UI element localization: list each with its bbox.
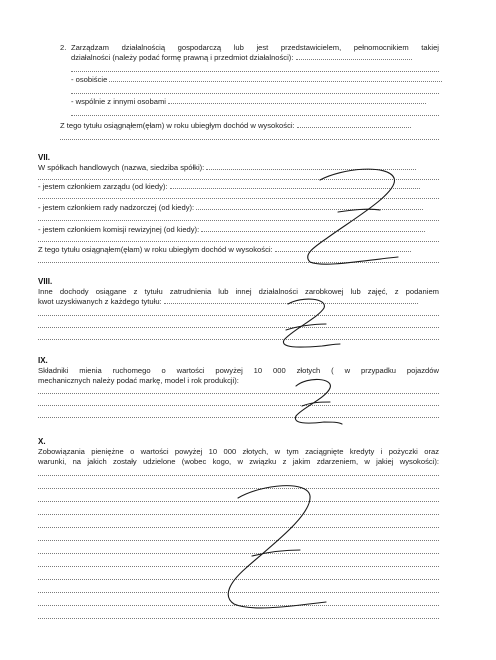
dotted-fill-line: [168, 97, 426, 104]
dotted-fill-line: [296, 53, 412, 60]
handwritten-strike-mark: [208, 476, 338, 616]
section8-line2-row: [38, 297, 418, 307]
handwritten-strike-mark: [268, 294, 348, 354]
item2-income-row: [60, 121, 411, 131]
section7-heading: W spółkach handlowych (nazwa, siedziba spółki):: [38, 163, 205, 172]
dotted-fill-line: [38, 327, 439, 328]
section7-audit: - jestem członkiem komisji rewizyjnej (od kiedy):: [38, 225, 200, 234]
dotted-fill-line: [38, 339, 439, 340]
item2-line2: działalności (należy podać formę prawną i przedmiot działalności):: [71, 53, 294, 62]
section7-board: - jestem członkiem zarządu (od kiedy):: [38, 182, 168, 191]
item2-number: 2.: [60, 43, 67, 52]
dotted-fill-line: [71, 71, 439, 72]
section8-line1: Inne dochody osiągane z tytułu zatrudnienia lub innej działalności zarobkowej lub zajęć, z podaniem: [38, 287, 439, 296]
section8-numeral: VIII.: [38, 277, 53, 286]
dotted-fill-line: [38, 618, 439, 619]
dotted-fill-line: [71, 115, 439, 116]
dotted-fill-line: [109, 75, 442, 82]
section7-supervisory: - jestem członkiem rady nadzorczej (od kiedy):: [38, 203, 195, 212]
section10-numeral: X.: [38, 437, 46, 446]
dotted-fill-line: [38, 315, 439, 316]
dotted-fill-line: [60, 139, 439, 140]
item2-income: Z tego tytułu osiągnąłem(ęłam) w roku ubiegłym dochód w wysokości:: [60, 121, 295, 130]
section10-line1: Zobowiązania pieniężne o wartości powyżej 10 000 złotych, w tym zaciągnięte kredyty i pożyczki oraz: [38, 447, 439, 456]
dotted-fill-line: [38, 417, 439, 418]
handwritten-strike-mark: [278, 372, 348, 432]
section8-line2: kwot uzyskiwanych z każdego tytułu:: [38, 297, 162, 306]
dotted-fill-line: [297, 121, 411, 128]
section9-numeral: IX.: [38, 356, 48, 365]
handwritten-strike-mark: [280, 162, 410, 272]
dotted-fill-line: [38, 393, 439, 394]
section9-line1: Składniki mienia ruchomego o wartości powyżej 10 000 złotych ( w przypadku pojazdów: [38, 366, 439, 375]
item2-personal: - osobiście: [71, 75, 108, 84]
item2-personal-row: [71, 75, 442, 85]
dotted-fill-line: [38, 405, 439, 406]
item2-joint: - wspólnie z innymi osobami: [71, 97, 166, 106]
item2-joint-row: [71, 97, 426, 107]
section10-line2: warunki, na jakich zostały udzielone (wobec kogo, w związku z jakim zdarzeniem, w jakiej wysokości):: [38, 457, 439, 466]
item2-line2-row: [71, 53, 412, 63]
section7-numeral: VII.: [38, 153, 51, 162]
item2-line1: Zarządzam działalnością gospodarczą lub jest przedstawicielem, pełnomocnikiem takiej: [71, 43, 439, 52]
section7-income: Z tego tytułu osiągnąłem(ęłam) w roku ubiegłym dochód w wysokości:: [38, 245, 273, 254]
section9-line2: mechanicznych należy podać markę, model i rok produkcji):: [38, 376, 239, 385]
dotted-fill-line: [71, 93, 439, 94]
